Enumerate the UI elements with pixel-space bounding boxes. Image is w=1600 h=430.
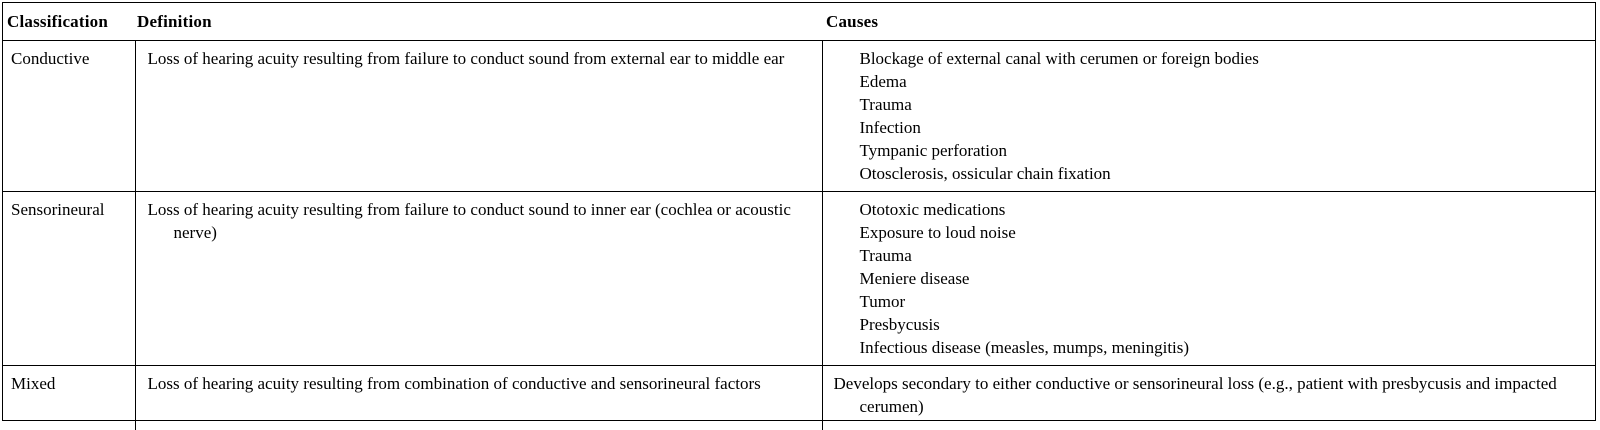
causes-text: Develops secondary to either conductive or sensorineural loss (e.g., patient with presbycusis and impacted cerumen) xyxy=(834,372,1597,418)
cause-item: Infectious disease (measles, mumps, meningitis) xyxy=(860,336,1597,359)
header-definition: Definition xyxy=(135,2,822,41)
header-row xyxy=(2,2,1596,41)
cause-item: Presbycusis xyxy=(860,313,1597,336)
cause-item: Blockage of external canal with cerumen or foreign bodies xyxy=(860,47,1597,70)
cause-item: Trauma xyxy=(860,244,1597,267)
causes-cell xyxy=(822,366,1596,430)
definition-text: Loss of hearing acuity resulting from combination of conductive and sensorineural factors xyxy=(148,372,804,395)
table-row xyxy=(2,41,1596,192)
definition-cell xyxy=(135,192,822,366)
cause-item: Ototoxic medications xyxy=(860,198,1597,221)
table-row xyxy=(2,366,1596,430)
classification-cell: Mixed xyxy=(2,366,135,430)
cause-item: Meniere disease xyxy=(860,267,1597,290)
table-row xyxy=(2,192,1596,366)
definition-text: Loss of hearing acuity resulting from failure to conduct sound to inner ear (cochlea or acoustic nerve) xyxy=(148,198,804,244)
cause-item: Tumor xyxy=(860,290,1597,313)
cause-item: Infection xyxy=(860,116,1597,139)
definition-cell xyxy=(135,366,822,430)
hearing-loss-table xyxy=(2,2,1596,430)
header-causes: Causes xyxy=(822,2,1596,41)
cause-item: Trauma xyxy=(860,93,1597,116)
causes-cell xyxy=(822,41,1596,192)
cause-item: Edema xyxy=(860,70,1597,93)
definition-cell xyxy=(135,41,822,192)
causes-cell xyxy=(822,192,1596,366)
cause-item: Tympanic perforation xyxy=(860,139,1597,162)
classification-cell: Sensorineural xyxy=(2,192,135,366)
classification-cell: Conductive xyxy=(2,41,135,192)
cause-item: Otosclerosis, ossicular chain fixation xyxy=(860,162,1597,185)
definition-text: Loss of hearing acuity resulting from failure to conduct sound from external ear to middle ear xyxy=(148,47,804,70)
cause-item: Exposure to loud noise xyxy=(860,221,1597,244)
header-classification: Classification xyxy=(2,2,135,41)
